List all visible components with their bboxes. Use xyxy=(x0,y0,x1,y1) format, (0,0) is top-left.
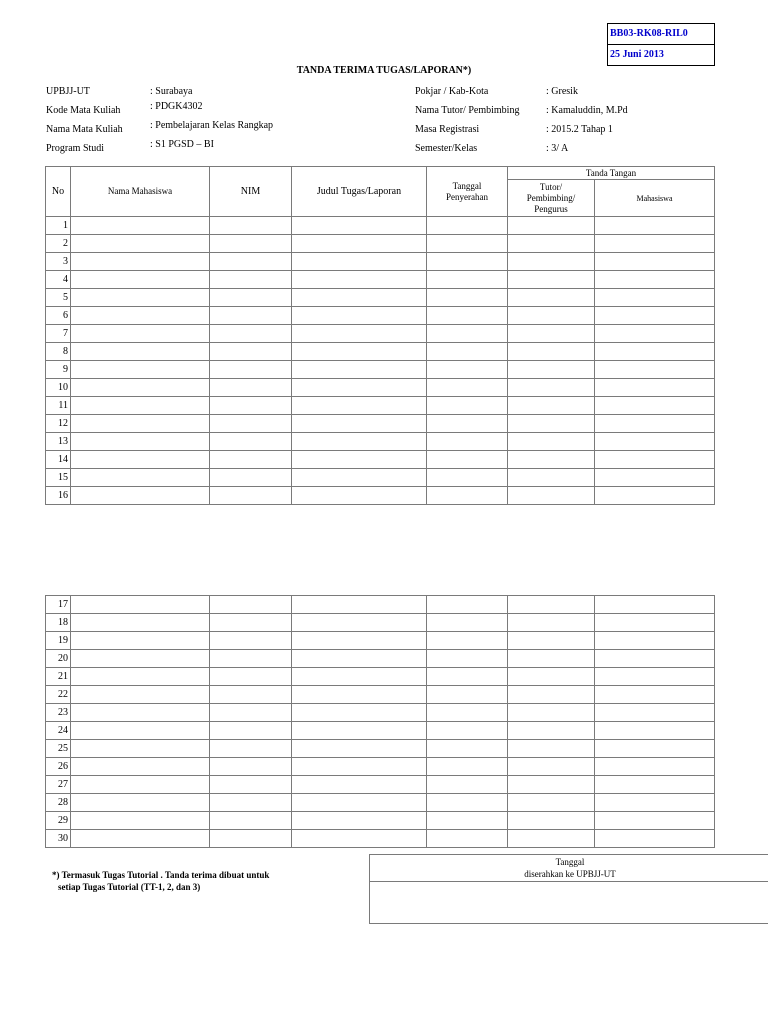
cell-nim[interactable] xyxy=(210,830,292,848)
cell-nama[interactable] xyxy=(71,686,210,704)
table-row xyxy=(46,614,715,632)
cell-judul[interactable] xyxy=(292,361,427,379)
cell-judul[interactable] xyxy=(292,830,427,848)
cell-ttd-mahasiswa[interactable] xyxy=(595,289,715,307)
cell-nim[interactable] xyxy=(210,686,292,704)
cell-ttd-mahasiswa[interactable] xyxy=(595,325,715,343)
cell-ttd-tutor[interactable] xyxy=(508,271,595,289)
value-kode-mk: : PDGK4302 xyxy=(150,101,203,112)
table-row xyxy=(46,830,715,848)
cell-judul[interactable] xyxy=(292,469,427,487)
label-pokjar: Pokjar / Kab-Kota xyxy=(415,86,489,97)
cell-ttd-tutor[interactable] xyxy=(508,812,595,830)
cell-ttd-mahasiswa[interactable] xyxy=(595,668,715,686)
cell-nama[interactable] xyxy=(71,469,210,487)
cell-no: 11 xyxy=(46,397,71,415)
cell-ttd-tutor[interactable] xyxy=(508,758,595,776)
cell-tanggal[interactable] xyxy=(427,722,508,740)
cell-tanggal[interactable] xyxy=(427,830,508,848)
cell-no: 10 xyxy=(46,379,71,397)
cell-nama[interactable] xyxy=(71,487,210,505)
cell-nama[interactable] xyxy=(71,722,210,740)
cell-judul[interactable] xyxy=(292,596,427,614)
cell-tanggal[interactable] xyxy=(427,758,508,776)
cell-nim[interactable] xyxy=(210,758,292,776)
cell-judul[interactable] xyxy=(292,451,427,469)
cell-judul[interactable] xyxy=(292,235,427,253)
cell-judul[interactable] xyxy=(292,397,427,415)
cell-nama[interactable] xyxy=(71,379,210,397)
cell-ttd-tutor[interactable] xyxy=(508,830,595,848)
cell-judul[interactable] xyxy=(292,415,427,433)
cell-no: 25 xyxy=(46,740,71,758)
cell-nim[interactable] xyxy=(210,253,292,271)
cell-ttd-tutor[interactable] xyxy=(508,722,595,740)
cell-ttd-mahasiswa[interactable] xyxy=(595,487,715,505)
cell-tanggal[interactable] xyxy=(427,596,508,614)
cell-nama[interactable] xyxy=(71,794,210,812)
cell-ttd-mahasiswa[interactable] xyxy=(595,217,715,235)
cell-tanggal[interactable] xyxy=(427,217,508,235)
cell-tanggal[interactable] xyxy=(427,469,508,487)
cell-nim[interactable] xyxy=(210,325,292,343)
col-header-tutor-text: Tutor/ Pembimbing/ Pengurus xyxy=(526,181,576,214)
cell-ttd-tutor[interactable] xyxy=(508,487,595,505)
cell-nim[interactable] xyxy=(210,235,292,253)
table-row xyxy=(46,397,715,415)
cell-nim[interactable] xyxy=(210,650,292,668)
cell-nama[interactable] xyxy=(71,253,210,271)
cell-ttd-tutor[interactable] xyxy=(508,794,595,812)
cell-ttd-tutor[interactable] xyxy=(508,596,595,614)
cell-tanggal[interactable] xyxy=(427,361,508,379)
label-semester: Semester/Kelas xyxy=(415,143,478,154)
cell-no: 19 xyxy=(46,632,71,650)
cell-nim[interactable] xyxy=(210,415,292,433)
cell-nim[interactable] xyxy=(210,794,292,812)
cell-judul[interactable] xyxy=(292,650,427,668)
table-row xyxy=(46,217,715,235)
cell-judul[interactable] xyxy=(292,253,427,271)
table-row xyxy=(46,271,715,289)
cell-no: 12 xyxy=(46,415,71,433)
cell-tanggal[interactable] xyxy=(427,668,508,686)
value-upbjj: : Surabaya xyxy=(150,86,193,97)
cell-tanggal[interactable] xyxy=(427,289,508,307)
cell-nama[interactable] xyxy=(71,650,210,668)
table-row xyxy=(46,325,715,343)
cell-nim[interactable] xyxy=(210,433,292,451)
cell-ttd-mahasiswa[interactable] xyxy=(595,776,715,794)
cell-ttd-mahasiswa[interactable] xyxy=(595,614,715,632)
cell-no: 3 xyxy=(46,253,71,271)
cell-ttd-tutor[interactable] xyxy=(508,433,595,451)
table-row xyxy=(46,686,715,704)
cell-nim[interactable] xyxy=(210,217,292,235)
cell-ttd-mahasiswa[interactable] xyxy=(595,415,715,433)
table-row xyxy=(46,758,715,776)
cell-ttd-tutor[interactable] xyxy=(508,235,595,253)
receipt-handover-label: diserahkan ke UPBJJ-UT xyxy=(524,869,616,879)
table-row xyxy=(46,596,715,614)
cell-nama[interactable] xyxy=(71,433,210,451)
cell-no: 21 xyxy=(46,668,71,686)
col-header-no: No xyxy=(46,167,71,217)
cell-tanggal[interactable] xyxy=(427,235,508,253)
cell-ttd-mahasiswa[interactable] xyxy=(595,397,715,415)
cell-ttd-mahasiswa[interactable] xyxy=(595,451,715,469)
value-nama-mk: : Pembelajaran Kelas Rangkap xyxy=(150,120,274,131)
cell-ttd-tutor[interactable] xyxy=(508,379,595,397)
col-header-nim: NIM xyxy=(210,167,292,217)
cell-nama[interactable] xyxy=(71,217,210,235)
cell-no: 17 xyxy=(46,596,71,614)
cell-nim[interactable] xyxy=(210,487,292,505)
cell-ttd-mahasiswa[interactable] xyxy=(595,830,715,848)
cell-no: 20 xyxy=(46,650,71,668)
cell-tanggal[interactable] xyxy=(427,812,508,830)
cell-nama[interactable] xyxy=(71,614,210,632)
table-row xyxy=(46,650,715,668)
table-row xyxy=(46,668,715,686)
cell-ttd-tutor[interactable] xyxy=(508,686,595,704)
cell-ttd-mahasiswa[interactable] xyxy=(595,794,715,812)
cell-judul[interactable] xyxy=(292,632,427,650)
value-tutor: : Kamaluddin, M.Pd xyxy=(546,105,628,116)
value-semester: : 3/ A xyxy=(546,143,569,154)
cell-ttd-tutor[interactable] xyxy=(508,253,595,271)
cell-ttd-mahasiswa[interactable] xyxy=(595,433,715,451)
cell-no: 5 xyxy=(46,289,71,307)
label-nama-mk: Nama Mata Kuliah xyxy=(46,124,123,135)
cell-nama[interactable] xyxy=(71,361,210,379)
cell-ttd-mahasiswa[interactable] xyxy=(595,307,715,325)
cell-nama[interactable] xyxy=(71,776,210,794)
cell-tanggal[interactable] xyxy=(427,451,508,469)
cell-tanggal[interactable] xyxy=(427,650,508,668)
cell-ttd-tutor[interactable] xyxy=(508,217,595,235)
col-header-tutor xyxy=(508,180,595,217)
cell-tanggal[interactable] xyxy=(427,253,508,271)
cell-tanggal[interactable] xyxy=(427,686,508,704)
cell-ttd-tutor[interactable] xyxy=(508,614,595,632)
document-date: 25 Juni 2013 xyxy=(610,49,664,60)
table-row xyxy=(46,632,715,650)
cell-nama[interactable] xyxy=(71,830,210,848)
cell-ttd-tutor[interactable] xyxy=(508,668,595,686)
cell-tanggal[interactable] xyxy=(427,614,508,632)
cell-judul[interactable] xyxy=(292,289,427,307)
cell-nim[interactable] xyxy=(210,614,292,632)
value-prodi: : S1 PGSD – BI xyxy=(150,139,214,150)
cell-nama[interactable] xyxy=(71,325,210,343)
cell-judul[interactable] xyxy=(292,794,427,812)
table-row xyxy=(46,415,715,433)
cell-judul[interactable] xyxy=(292,487,427,505)
table-row xyxy=(46,343,715,361)
cell-nama[interactable] xyxy=(71,307,210,325)
cell-judul[interactable] xyxy=(292,686,427,704)
cell-no: 26 xyxy=(46,758,71,776)
cell-judul[interactable] xyxy=(292,812,427,830)
cell-ttd-mahasiswa[interactable] xyxy=(595,596,715,614)
label-prodi: Program Studi xyxy=(46,143,105,154)
col-header-tanggal-text: Tanggal Penyerahan xyxy=(446,180,488,202)
table-row xyxy=(46,253,715,271)
cell-nama[interactable] xyxy=(71,632,210,650)
cell-ttd-tutor[interactable] xyxy=(508,776,595,794)
cell-tanggal[interactable] xyxy=(427,776,508,794)
cell-tanggal[interactable] xyxy=(427,740,508,758)
receipt-box xyxy=(369,854,768,924)
submission-table-part2 xyxy=(45,595,715,848)
cell-ttd-tutor[interactable] xyxy=(508,289,595,307)
label-masa-registrasi: Masa Registrasi xyxy=(415,124,480,135)
cell-no: 6 xyxy=(46,307,71,325)
cell-nim[interactable] xyxy=(210,812,292,830)
cell-judul[interactable] xyxy=(292,271,427,289)
cell-nim[interactable] xyxy=(210,361,292,379)
cell-no: 18 xyxy=(46,614,71,632)
table-row xyxy=(46,794,715,812)
cell-nim[interactable] xyxy=(210,271,292,289)
cell-tanggal[interactable] xyxy=(427,433,508,451)
cell-judul[interactable] xyxy=(292,379,427,397)
cell-ttd-mahasiswa[interactable] xyxy=(595,650,715,668)
receipt-header xyxy=(370,855,768,882)
receipt-signature-area[interactable] xyxy=(370,882,768,922)
cell-nim[interactable] xyxy=(210,307,292,325)
cell-ttd-mahasiswa[interactable] xyxy=(595,343,715,361)
value-masa-registrasi: : 2015.2 Tahap 1 xyxy=(546,124,613,135)
cell-no: 2 xyxy=(46,235,71,253)
cell-tanggal[interactable] xyxy=(427,271,508,289)
cell-ttd-tutor[interactable] xyxy=(508,469,595,487)
cell-judul[interactable] xyxy=(292,758,427,776)
cell-nim[interactable] xyxy=(210,343,292,361)
table-row xyxy=(46,433,715,451)
cell-nim[interactable] xyxy=(210,776,292,794)
cell-no: 16 xyxy=(46,487,71,505)
table-row xyxy=(46,812,715,830)
cell-nama[interactable] xyxy=(71,758,210,776)
page-title: TANDA TERIMA TUGAS/LAPORAN*) xyxy=(296,65,472,76)
cell-tanggal[interactable] xyxy=(427,307,508,325)
cell-no: 22 xyxy=(46,686,71,704)
cell-no: 29 xyxy=(46,812,71,830)
table-row xyxy=(46,289,715,307)
cell-no: 7 xyxy=(46,325,71,343)
cell-no: 4 xyxy=(46,271,71,289)
cell-tanggal[interactable] xyxy=(427,487,508,505)
cell-tanggal[interactable] xyxy=(427,794,508,812)
cell-nama[interactable] xyxy=(71,289,210,307)
cell-tanggal[interactable] xyxy=(427,704,508,722)
cell-judul[interactable] xyxy=(292,433,427,451)
cell-judul[interactable] xyxy=(292,614,427,632)
cell-ttd-tutor[interactable] xyxy=(508,632,595,650)
cell-ttd-mahasiswa[interactable] xyxy=(595,704,715,722)
cell-nim[interactable] xyxy=(210,740,292,758)
cell-no: 27 xyxy=(46,776,71,794)
cell-ttd-mahasiswa[interactable] xyxy=(595,361,715,379)
table-row xyxy=(46,740,715,758)
cell-nim[interactable] xyxy=(210,469,292,487)
cell-nama[interactable] xyxy=(71,451,210,469)
cell-nama[interactable] xyxy=(71,343,210,361)
document-code-box xyxy=(607,23,715,66)
cell-ttd-mahasiswa[interactable] xyxy=(595,740,715,758)
document-code: BB03-RK08-RIL0 xyxy=(608,24,714,45)
cell-ttd-tutor[interactable] xyxy=(508,451,595,469)
cell-nama[interactable] xyxy=(71,397,210,415)
cell-ttd-mahasiswa[interactable] xyxy=(595,271,715,289)
cell-judul[interactable] xyxy=(292,307,427,325)
cell-nim[interactable] xyxy=(210,632,292,650)
cell-ttd-tutor[interactable] xyxy=(508,343,595,361)
table-row xyxy=(46,722,715,740)
cell-nim[interactable] xyxy=(210,379,292,397)
cell-ttd-tutor[interactable] xyxy=(508,415,595,433)
cell-ttd-mahasiswa[interactable] xyxy=(595,686,715,704)
table-row xyxy=(46,235,715,253)
col-header-mahasiswa: Mahasiswa xyxy=(595,180,715,217)
cell-no: 28 xyxy=(46,794,71,812)
cell-nama[interactable] xyxy=(71,668,210,686)
cell-no: 14 xyxy=(46,451,71,469)
cell-ttd-tutor[interactable] xyxy=(508,325,595,343)
cell-nim[interactable] xyxy=(210,596,292,614)
label-tutor: Nama Tutor/ Pembimbing xyxy=(415,105,520,116)
table-row xyxy=(46,704,715,722)
value-pokjar: : Gresik xyxy=(546,86,578,97)
label-kode-mk: Kode Mata Kuliah xyxy=(46,105,121,116)
cell-nama[interactable] xyxy=(71,235,210,253)
submission-table-part1 xyxy=(45,166,715,505)
cell-ttd-tutor[interactable] xyxy=(508,397,595,415)
cell-judul[interactable] xyxy=(292,325,427,343)
cell-judul[interactable] xyxy=(292,704,427,722)
cell-ttd-mahasiswa[interactable] xyxy=(595,722,715,740)
cell-no: 8 xyxy=(46,343,71,361)
cell-judul[interactable] xyxy=(292,776,427,794)
col-header-nama: Nama Mahasiswa xyxy=(71,167,210,217)
cell-tanggal[interactable] xyxy=(427,415,508,433)
cell-ttd-mahasiswa[interactable] xyxy=(595,758,715,776)
cell-tanggal[interactable] xyxy=(427,343,508,361)
cell-no: 1 xyxy=(46,217,71,235)
cell-ttd-mahasiswa[interactable] xyxy=(595,812,715,830)
cell-nama[interactable] xyxy=(71,740,210,758)
cell-ttd-tutor[interactable] xyxy=(508,740,595,758)
table-row xyxy=(46,487,715,505)
cell-ttd-tutor[interactable] xyxy=(508,307,595,325)
col-header-tanggal xyxy=(427,167,508,217)
col-header-judul: Judul Tugas/Laporan xyxy=(292,167,427,217)
cell-no: 23 xyxy=(46,704,71,722)
cell-nim[interactable] xyxy=(210,722,292,740)
table-row xyxy=(46,379,715,397)
cell-ttd-mahasiswa[interactable] xyxy=(595,632,715,650)
cell-tanggal[interactable] xyxy=(427,379,508,397)
table-row xyxy=(46,776,715,794)
cell-tanggal[interactable] xyxy=(427,397,508,415)
cell-ttd-tutor[interactable] xyxy=(508,361,595,379)
cell-nim[interactable] xyxy=(210,397,292,415)
cell-nama[interactable] xyxy=(71,415,210,433)
table-row xyxy=(46,451,715,469)
label-upbjj: UPBJJ-UT xyxy=(46,86,90,97)
cell-nim[interactable] xyxy=(210,704,292,722)
cell-no: 9 xyxy=(46,361,71,379)
table-body-part2 xyxy=(46,596,715,848)
cell-nim[interactable] xyxy=(210,451,292,469)
table-body-part1 xyxy=(46,217,715,505)
cell-ttd-mahasiswa[interactable] xyxy=(595,253,715,271)
table-row xyxy=(46,469,715,487)
cell-ttd-tutor[interactable] xyxy=(508,650,595,668)
cell-ttd-tutor[interactable] xyxy=(508,704,595,722)
cell-nama[interactable] xyxy=(71,704,210,722)
cell-nim[interactable] xyxy=(210,289,292,307)
cell-judul[interactable] xyxy=(292,668,427,686)
cell-nim[interactable] xyxy=(210,668,292,686)
cell-nama[interactable] xyxy=(71,271,210,289)
cell-no: 30 xyxy=(46,830,71,848)
cell-nama[interactable] xyxy=(71,596,210,614)
cell-tanggal[interactable] xyxy=(427,632,508,650)
cell-judul[interactable] xyxy=(292,343,427,361)
table-row xyxy=(46,361,715,379)
cell-judul[interactable] xyxy=(292,722,427,740)
cell-nama[interactable] xyxy=(71,812,210,830)
cell-ttd-mahasiswa[interactable] xyxy=(595,469,715,487)
cell-no: 24 xyxy=(46,722,71,740)
footnote xyxy=(52,869,269,893)
cell-no: 15 xyxy=(46,469,71,487)
footnote-line-1: *) Termasuk Tugas Tutorial . Tanda terima dibuat untuk xyxy=(52,870,270,880)
cell-ttd-mahasiswa[interactable] xyxy=(595,379,715,397)
receipt-date-label: Tanggal xyxy=(555,857,585,867)
cell-ttd-mahasiswa[interactable] xyxy=(595,235,715,253)
cell-judul[interactable] xyxy=(292,740,427,758)
cell-judul[interactable] xyxy=(292,217,427,235)
table-row xyxy=(46,307,715,325)
cell-no: 13 xyxy=(46,433,71,451)
footnote-line-2: setiap Tugas Tutorial (TT-1, 2, dan 3) xyxy=(58,882,201,892)
cell-tanggal[interactable] xyxy=(427,325,508,343)
col-header-tanda-tangan: Tanda Tangan xyxy=(508,167,715,180)
